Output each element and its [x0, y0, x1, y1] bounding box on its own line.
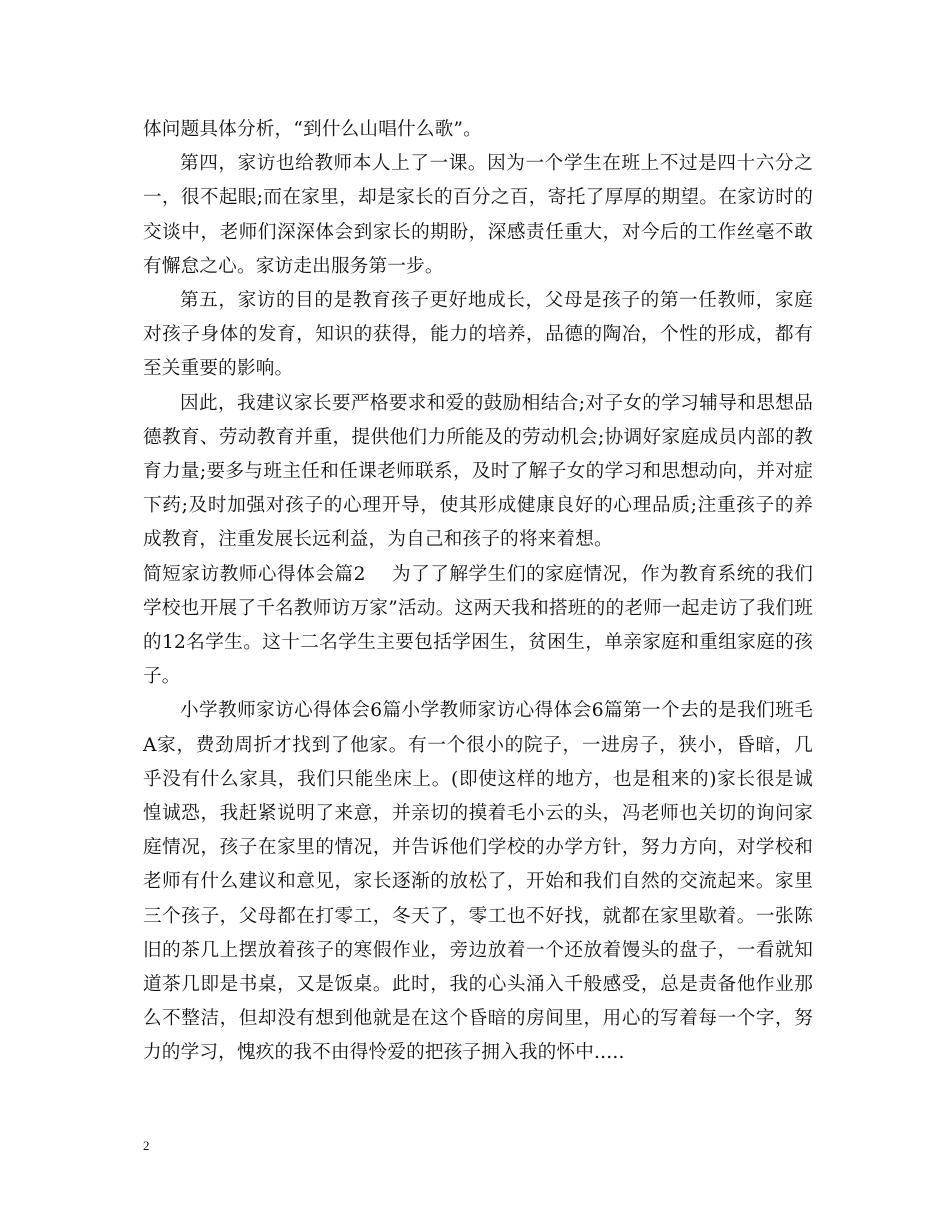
- page-number: 2: [143, 1138, 150, 1153]
- paragraph-fifth-point: 第五，家访的目的是教育孩子更好地成长，父母是孩子的第一任教师，家庭对孩子身体的发育，知识的获得，能力的培养，品德的陶冶，个性的形成，都有至关重要的影响。: [143, 290, 813, 380]
- document-body: [143, 113, 813, 1071]
- paragraph-recommendations: 因此，我建议家长要严格要求和爱的鼓励相结合;对子女的学习辅导和思想品德教育、劳动教育并重，提供他们力所能及的劳动机会;协调好家庭成员内部的教育力量;要多与班主任和任课老师联系，及时了解子女的学习和思想动向，并对症下药;及时加强对孩子的心理开导，使其形成健康良好的心理品质;注重孩子的养成教育，注重发展长远利益，为自己和孩子的将来着想。: [143, 392, 813, 551]
- paragraph-first-visit: 小学教师家访心得体会6篇小学教师家访心得体会6篇第一个去的是我们班毛A家，费劲周折才找到了他家。有一个很小的院子，一进房子，狭小，昏暗，几乎没有什么家具，我们只能坐床上。(即使这样的地方，也是租来的)家长很是诚惶诚恐，我赶紧说明了来意，并亲切的摸着毛小云的头，冯老师也关切的询问家庭情况，孩子在家里的情况，并告诉他们学校的办学方针，努力方向，对学校和老师有什么建议和意见，家长逐渐的放松了，开始和我们自然的交流起来。家里三个孩子，父母都在打零工，冬天了，零工也不好找，就都在家里歇着。一张陈旧的茶几上摆放着孩子的寒假作业，旁边放着一个还放着馒头的盘子，一看就知道茶几即是书桌，又是饭桌。此时，我的心头涌入千般感受，总是责备他作业那么不整洁，但却没有想到他就是在这个昏暗的房间里，用心的写着每一个字，努力的学习，愧疚的我不由得怜爱的把孩子拥入我的怀中.....: [143, 700, 813, 1064]
- paragraph-continuation: 体问题具体分析，“到什么山唱什么歌”。: [143, 119, 482, 140]
- section2-intro-text: 为了了解学生们的家庭情况，作为教育系统的我们学校也开展了千名教师访万家”活动。这两天我和搭班的的老师一起走访了我们班的12名学生。这十二名学生主要包括学困生，贫困生，单亲家庭和重组家庭的孩子。: [143, 563, 813, 688]
- section2-paragraph: [143, 558, 813, 695]
- section2-heading: 简短家访教师心得体会篇2: [143, 563, 366, 585]
- paragraph-fourth-point: 第四，家访也给教师本人上了一课。因为一个学生在班上不过是四十六分之一，很不起眼;而在家里，却是家长的百分之百，寄托了厚厚的期望。在家访时的交谈中，老师们深深体会到家长的期盼，深感责任重大，对今后的工作丝毫不敢有懈怠之心。家访走出服务第一步。: [143, 153, 813, 277]
